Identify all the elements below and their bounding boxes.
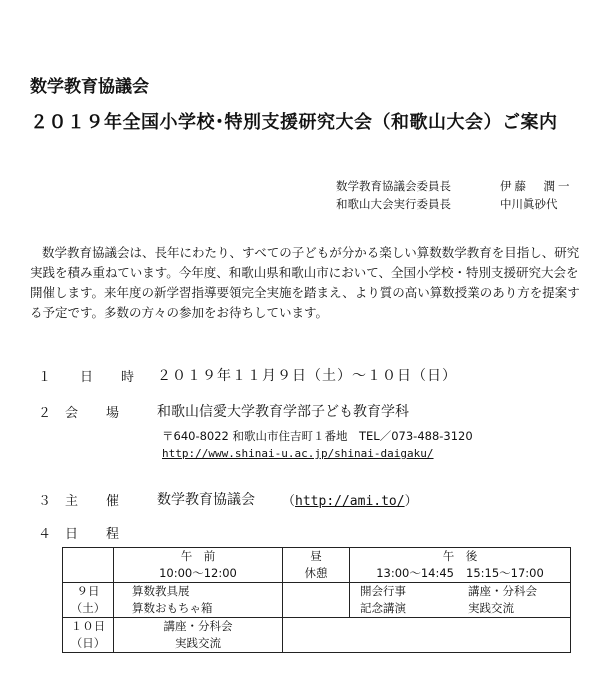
item-schedule-number: ４ <box>38 527 52 542</box>
schedule-am-cell <box>114 583 283 618</box>
schedule-break-cell <box>283 583 350 618</box>
intro-paragraph: 数学教育協議会は、長年にわたり、すべての子どもが分かる楽しい算数数学教育を目指し、研究実践を積み重ねています。今年度、和歌山県和歌山市において、全国小学校・特別支援研究大会を開催します。来年度の新学習指導要領完全実施を踏まえ、より質の高い算数授業のあり方を提案する予定です。多数の方々の参加をお待ちしています。 <box>30 245 580 320</box>
am-item: 算数おもちゃ箱 <box>132 601 213 615</box>
schedule-row-day2 <box>63 618 571 653</box>
day-label: ９日 <box>76 584 100 598</box>
break-label-2: 休憩 <box>304 566 328 580</box>
pm-item: 開会行事 <box>360 584 406 598</box>
signatory-role-committee: 和歌山大会実行委員長 <box>336 197 451 211</box>
item-venue-value: 和歌山信愛大学教育学部子ども教育学科 <box>157 404 409 420</box>
schedule-corner-cell <box>63 548 114 583</box>
item-host-number: ３ <box>38 494 52 509</box>
pm-item: 記念講演 <box>360 601 406 615</box>
venue-address: 〒640-8022 和歌山市住吉町１番地 TEL／073-488-3120 <box>162 429 473 443</box>
schedule-am-header <box>114 548 283 583</box>
am-item: 講座・分科会 <box>163 619 233 633</box>
signatory-name-chair: 伊藤 潤一 <box>500 179 573 193</box>
host-url-link[interactable]: http://ami.to/ <box>295 494 405 509</box>
org-heading: 数学教育協議会 <box>30 77 149 97</box>
break-label-1: 昼 <box>310 549 322 563</box>
am-item: 算数教具展 <box>132 584 190 598</box>
am-time: 10:00～12:00 <box>159 566 237 580</box>
pm-item: 実践交流 <box>468 601 514 615</box>
pm-time-2: 15:15～17:00 <box>466 566 544 580</box>
host-url-close-paren: ） <box>404 494 418 509</box>
schedule-day-cell <box>63 618 114 653</box>
page-title: ２０１９年全国小学校･特別支援研究大会（和歌山大会）ご案内 <box>30 112 558 133</box>
weekday-label: （日） <box>70 636 106 650</box>
signatory-name-committee: 中川眞砂代 <box>500 197 558 211</box>
signatory-role-chair: 数学教育協議会委員長 <box>336 179 451 193</box>
schedule-pm-header <box>350 548 571 583</box>
item-date-label: 日時 <box>80 370 163 385</box>
item-host-label: 主催 <box>65 494 148 509</box>
item-venue-number: ２ <box>38 406 52 421</box>
schedule-am-cell <box>114 618 283 653</box>
item-date-value: ２０１９年１１月９日（土）～１０日（日） <box>157 368 457 384</box>
schedule-break-cell <box>283 618 350 653</box>
host-url-wrapper <box>282 490 418 509</box>
item-date-number: １ <box>38 370 52 385</box>
item-venue-label: 会場 <box>65 406 148 421</box>
pm-item: 講座・分科会 <box>468 584 537 598</box>
schedule-day-cell <box>63 583 114 618</box>
day-label: １０日 <box>70 619 106 633</box>
am-label: 午 前 <box>180 549 216 563</box>
schedule-pm-cell <box>350 583 571 618</box>
pm-time-1: 13:00～14:45 <box>376 566 454 580</box>
venue-url-link[interactable]: http://www.shinai-u.ac.jp/shinai-daigaku/ <box>162 447 434 460</box>
pm-times <box>354 565 566 582</box>
pm-line-1 <box>360 583 566 600</box>
item-host-value: 数学教育協議会 <box>157 492 255 508</box>
pm-line-2 <box>360 600 566 617</box>
pm-label: 午 後 <box>442 549 478 563</box>
schedule-row-day1 <box>63 583 571 618</box>
schedule-break-header <box>283 548 350 583</box>
schedule-table <box>62 547 571 653</box>
host-url-open-paren: （ <box>282 494 296 509</box>
item-schedule-label: 日程 <box>65 527 148 542</box>
schedule-pm-cell <box>350 618 571 653</box>
schedule-header-row <box>63 548 571 583</box>
am-item: 実践交流 <box>175 636 221 650</box>
weekday-label: （土） <box>70 601 106 615</box>
